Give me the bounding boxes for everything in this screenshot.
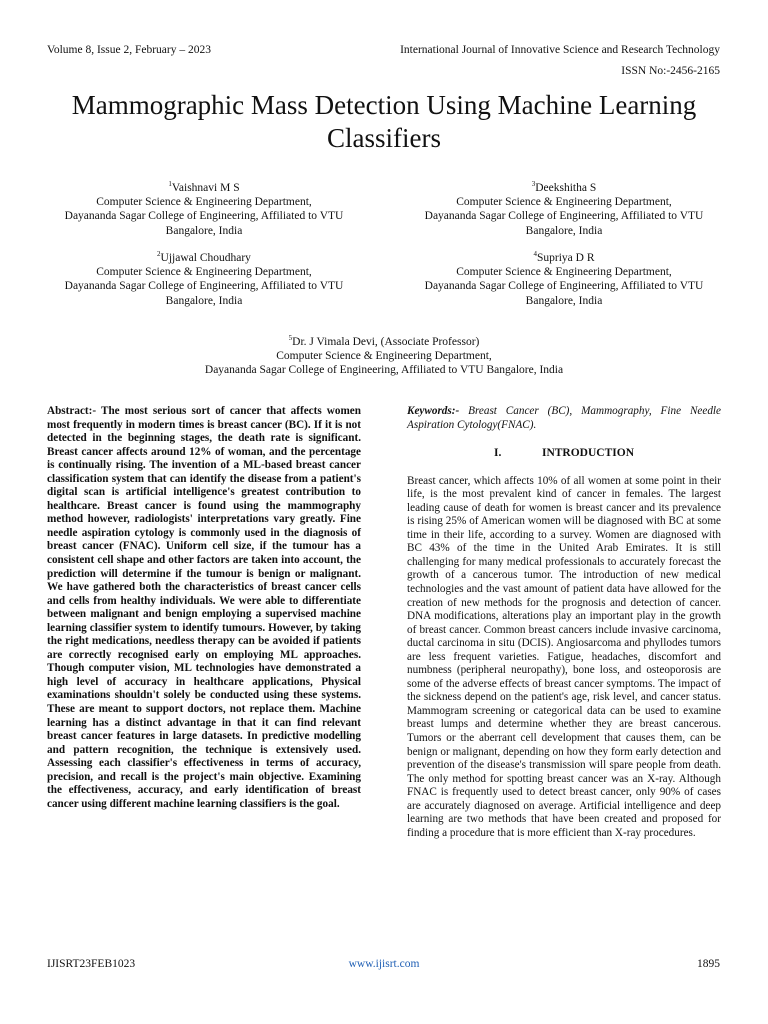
author-name: $^2$Ujjawal Choudhary xyxy=(157,250,251,264)
author-department: Computer Science & Engineering Department, xyxy=(456,196,672,209)
paper-title: Mammographic Mass Detection Using Machine Learning Classifiers xyxy=(71,90,697,153)
issn-number: ISSN No:-2456-2165 xyxy=(621,65,720,77)
author-city: Bangalore, India xyxy=(165,294,243,307)
author-department: Computer Science & Engineering Department, xyxy=(96,266,312,279)
author-name: $^4$Supriya D R xyxy=(533,250,595,264)
journal-name: International Journal of Innovative Science and Research Technology xyxy=(400,44,720,56)
author-block-1 xyxy=(34,181,374,238)
right-column xyxy=(407,405,721,840)
author-block-4 xyxy=(394,251,734,308)
abstract-text: The most serious sort of cancer that affects women most frequently in modern times is breast cancer (BC). If it is not detected in the beginning stages, the death rate is significant. Breast cancer affects around 12% of woman, and the percentage is continually rising. The invention of a ML-based breast cancer classification system that can identify the disease from a patient's digital scan is artificial intelligence's greatest contribution to healthcare. Breast cancer is found using the mammography method however, radiologists' interpretations vary greatly. Fine needle aspiration cytology is commonly used in the diagnosis of breast cancer (FNAC). Uniform cell size, if the tumour has a consistent cell shape and other factors are taken into account, the prediction will determine if the tumour is benign or malignant. We have gathered both the characteristics of breast cancer cells and cells from healthy individuals. We were able to differentiate between malignant and benign employing a supervised machine learning classifier system to identify tumours. However, by taking the right medications, needless therapy can be avoided if patients are correctly recognised early on employing ML approaches. Though computer vision, ML technologies have demonstrated a high level of accuracy in healthcare applications, Physical examinations shouldn't solely be conducted using these systems. These are meant to support doctors, not replace them. Machine learning has a distinct advantage in that it can find relevant breast cancer features in large datasets. In predictive modelling and pattern recognition, the technique is extensively used. Assessing each classifier's effectiveness in terms of accuracy, precision, and recall is the project's main objective. Examining the effectiveness, accuracy, and early identification of breast cancer using different machine learning classifiers is the goal. xyxy=(47,405,361,810)
abstract xyxy=(47,405,361,811)
section-number: I. xyxy=(493,447,502,460)
keywords-text: Breast Cancer (BC), Mammography, Fine Needle Aspiration Cytology(FNAC). xyxy=(407,405,721,431)
author-college: Dayananda Sagar College of Engineering, Affiliated to VTU xyxy=(424,280,704,293)
author-department: Computer Science & Engineering Department, xyxy=(456,266,672,279)
paper-id: IJISRT23FEB1023 xyxy=(47,958,136,970)
section-heading xyxy=(407,447,721,461)
author-name: $^5$Dr. J Vimala Devi, (Associate Professor) xyxy=(288,334,480,348)
author-college: Dayananda Sagar College of Engineering, Affiliated to VTU xyxy=(64,210,344,223)
author-block-3 xyxy=(394,181,734,238)
keywords xyxy=(407,405,721,432)
author-city: Bangalore, India xyxy=(525,294,603,307)
introduction-text: Breast cancer, which affects 10% of all women at some point in their life, is the most prevalent kind of cancer in females. The largest leading cause of death for women is breast cancer and its prevalence is rising 25% of American women will be diagnosed with BC at some time in their life, according to a survey. Women are diagnosed with BC 43% of the time in the United Arab Emirates. It is still challenging for many medical professionals to accurately forecast the growth of a cancerous tumor. The introduction of new medical technologies and the vast amount of patient data have allowed for the creation of new methods for the prognosis and detection of cancer. DNA modifications, alterations play an important play in the growth of breast cancer. Common breast cancers include invasive carcinoma, ductal carcinoma in situ (DCIS). Angiosarcoma and phyllodes tumors are less frequent varieties. Fatigue, headaches, discomfort and numbness (peripheral neuropathy), bone loss, and osteoporosis are some of the adverse effects of breast cancer symptoms. The impact of the sickness depend on the patient's age, risk level, and cancer status. Mammogram screening or categorical data can be used to examine breast lumps and determine whether they are breast cancerous. Tumors or the aberrant cell development that causes them, can be benign or malignant, depending on how they form early detection and prevention of the disease's transmission will spare people from death. The only method for spotting breast cancer was an X-ray. Although FNAC is frequently used to detect breast cancer, only 90% of cases are accurately diagnosed on average. Artificial intelligence and deep learning are two methods that have been created and proposed for finding a procedure that is more efficient than X-ray procedures. xyxy=(407,474,721,839)
author-city: Bangalore, India xyxy=(525,224,603,237)
author-college: Dayananda Sagar College of Engineering, Affiliated to VTU xyxy=(424,210,704,223)
page-number: 1895 xyxy=(697,958,720,970)
author-name: $^3$Deekshitha S xyxy=(531,180,597,194)
journal-volume-issue: Volume 8, Issue 2, February – 2023 xyxy=(47,44,211,56)
section-title: INTRODUCTION xyxy=(541,447,634,460)
author-college: Dayananda Sagar College of Engineering, Affiliated to VTU xyxy=(64,280,344,293)
author-college: Dayananda Sagar College of Engineering, Affiliated to VTU Bangalore, India xyxy=(204,364,564,377)
author-department: Computer Science & Engineering Department, xyxy=(96,196,312,209)
journal-website-link[interactable]: www.ijisrt.com xyxy=(348,958,420,970)
author-city: Bangalore, India xyxy=(165,224,243,237)
keywords-label: Keywords:- xyxy=(407,405,460,417)
author-block-2 xyxy=(34,251,374,308)
abstract-label: Abstract:- xyxy=(47,405,97,417)
author-block-5 xyxy=(84,335,684,378)
author-department: Computer Science & Engineering Department, xyxy=(276,350,492,363)
author-name: $^1$Vaishnavi M S xyxy=(168,180,240,194)
